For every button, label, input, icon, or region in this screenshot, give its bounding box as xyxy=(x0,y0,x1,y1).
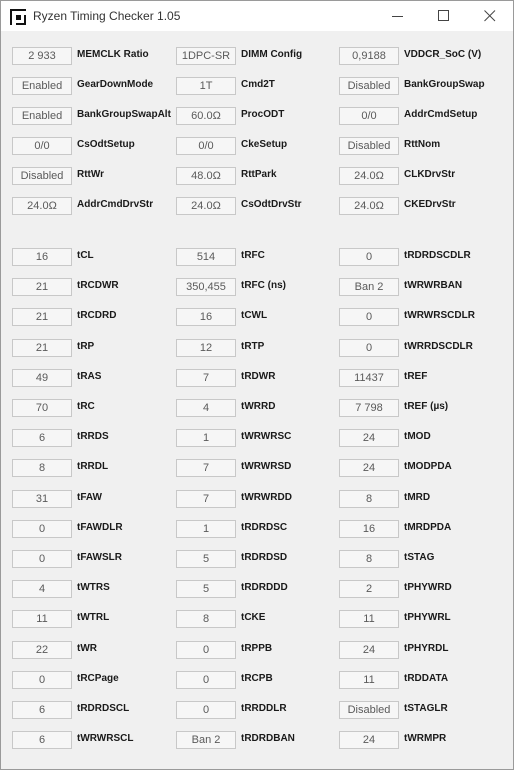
timing-value-field[interactable]: 11 xyxy=(339,671,399,689)
timing-value-field[interactable]: 24.0Ω xyxy=(339,197,399,215)
timing-value-field[interactable]: 21 xyxy=(12,339,72,357)
timing-label: tMRDPDA xyxy=(404,521,452,533)
maximize-button[interactable] xyxy=(421,1,467,31)
timing-value-field[interactable]: Enabled xyxy=(12,107,72,125)
timing-row xyxy=(1,490,513,510)
timing-value-field[interactable]: 48.0Ω xyxy=(176,167,236,185)
timing-value-field[interactable]: 1 xyxy=(176,520,236,538)
timing-label: tRRDDLR xyxy=(241,703,287,714)
timing-label: GearDownMode xyxy=(77,79,154,90)
timing-label: tRCPage xyxy=(77,672,119,684)
timing-value-field[interactable]: 0 xyxy=(339,339,399,357)
timing-label: tWRWRSCDLR xyxy=(404,310,475,322)
timing-value-field[interactable]: 24 xyxy=(339,459,399,477)
timing-value-field[interactable]: 1DPC-SR xyxy=(176,47,236,65)
timing-value-field[interactable]: 8 xyxy=(12,459,72,477)
timing-value-field[interactable]: 21 xyxy=(12,278,72,296)
timing-label: RttWr xyxy=(77,169,105,180)
timing-value-field[interactable]: 0 xyxy=(12,520,72,538)
timing-value-field[interactable]: 6 xyxy=(12,701,72,719)
timing-label: CLKDrvStr xyxy=(404,169,456,180)
timing-label: tRAS xyxy=(77,370,102,382)
timing-value-field[interactable]: 11 xyxy=(12,610,72,628)
timing-row xyxy=(1,399,513,419)
timing-value-field[interactable]: 4 xyxy=(12,580,72,598)
timing-label: tWRWRSCL xyxy=(77,733,134,745)
timing-value-field[interactable]: 6 xyxy=(12,731,72,749)
timing-row xyxy=(1,520,513,540)
timing-row xyxy=(1,580,513,600)
timing-value-field[interactable]: Disabled xyxy=(339,701,399,719)
timing-value-field[interactable]: Ban 2 xyxy=(176,731,236,749)
timing-label: BankGroupSwap xyxy=(404,79,485,90)
timing-label: tRRDS xyxy=(77,431,109,443)
timing-label: CsOdtDrvStr xyxy=(241,199,302,210)
timing-label: tMOD xyxy=(404,431,431,443)
timing-value-field[interactable]: 24 xyxy=(339,429,399,447)
timing-label: AddrCmdSetup xyxy=(404,109,478,120)
timing-label: tRDDATA xyxy=(404,672,449,684)
timing-value-field[interactable]: 0 xyxy=(339,308,399,326)
timing-label: tWTRS xyxy=(77,582,110,594)
timing-label: tPHYRDL xyxy=(404,642,449,654)
timing-value-field[interactable]: Disabled xyxy=(339,77,399,95)
timing-value-field[interactable]: 4 xyxy=(176,399,236,417)
timing-row xyxy=(1,610,513,630)
timing-label: tMODPDA xyxy=(404,461,452,473)
timing-row xyxy=(1,308,513,328)
timing-label: VDDCR_SoC (V) xyxy=(404,49,482,60)
timing-row xyxy=(1,137,513,157)
timing-label: RttNom xyxy=(404,139,441,150)
timing-label: ProcODT xyxy=(241,109,285,120)
timing-value-field[interactable]: 2 933 xyxy=(12,47,72,65)
timing-value-field[interactable]: 24.0Ω xyxy=(176,197,236,215)
timing-row xyxy=(1,641,513,661)
timing-value-field[interactable]: 514 xyxy=(176,248,236,266)
timing-row xyxy=(1,429,513,449)
timing-value-field[interactable]: 0 xyxy=(12,671,72,689)
timing-label: tRC xyxy=(77,401,95,412)
timing-label: tREF (µs) xyxy=(404,401,449,412)
timing-value-field[interactable]: 7 xyxy=(176,369,236,387)
timing-label: tPHYWRD xyxy=(404,582,452,594)
timing-value-field[interactable]: 0 xyxy=(176,671,236,689)
timing-value-field[interactable]: 49 xyxy=(12,369,72,387)
timing-value-field[interactable]: 8 xyxy=(176,610,236,628)
timing-label: MEMCLK Ratio xyxy=(77,49,149,60)
timing-label: tFAW xyxy=(77,491,102,503)
minimize-icon xyxy=(392,10,404,22)
timing-value-field[interactable]: 70 xyxy=(12,399,72,417)
timing-value-field[interactable]: 0 xyxy=(12,550,72,568)
timing-value-field[interactable]: 24 xyxy=(339,641,399,659)
timing-value-field[interactable]: Ban 2 xyxy=(339,278,399,296)
timing-label: tCL xyxy=(77,250,94,261)
timing-label: tRPPB xyxy=(241,642,273,654)
timing-label: tWRMPR xyxy=(404,733,447,745)
timing-label: tWRRD xyxy=(241,401,276,412)
timings-panel xyxy=(1,31,513,769)
timing-label: tREF xyxy=(404,370,428,382)
timing-label: tSTAGLR xyxy=(404,703,448,714)
timing-value-field[interactable]: 31 xyxy=(12,490,72,508)
timing-label: tRCDWR xyxy=(77,280,119,292)
timing-label: tWRWRSD xyxy=(241,461,292,473)
timing-label: tMRD xyxy=(404,491,431,503)
timing-value-field[interactable]: 7 xyxy=(176,490,236,508)
timing-value-field[interactable]: 16 xyxy=(339,520,399,538)
timing-row xyxy=(1,197,513,217)
timing-label: tRDRDDD xyxy=(241,582,288,594)
app-logo-icon xyxy=(10,9,26,25)
timing-row xyxy=(1,731,513,751)
timing-label: tWRRDSCDLR xyxy=(404,340,473,352)
timing-label: tRTP xyxy=(241,340,265,352)
timing-value-field[interactable]: 0,9188 xyxy=(339,47,399,65)
timing-label: tRP xyxy=(77,340,95,352)
timing-row xyxy=(1,701,513,721)
timing-value-field[interactable]: 16 xyxy=(12,248,72,266)
timing-label: tRCPB xyxy=(241,672,273,684)
timing-value-field[interactable]: 350,455 xyxy=(176,278,236,296)
timing-label: tWRWRBAN xyxy=(404,280,463,292)
timing-value-field[interactable]: 7 xyxy=(176,459,236,477)
timing-row xyxy=(1,459,513,479)
timing-row xyxy=(1,77,513,97)
timing-label: tWRWRSC xyxy=(241,431,292,443)
timing-value-field[interactable]: 0/0 xyxy=(339,107,399,125)
timing-label: CKEDrvStr xyxy=(404,199,456,210)
timing-label: Cmd2T xyxy=(241,79,275,90)
timing-value-field[interactable]: 60.0Ω xyxy=(176,107,236,125)
timing-value-field[interactable]: 24.0Ω xyxy=(339,167,399,185)
timing-value-field[interactable]: Enabled xyxy=(12,77,72,95)
timing-value-field[interactable]: 22 xyxy=(12,641,72,659)
timing-value-field[interactable]: 1 xyxy=(176,429,236,447)
timing-label: RttPark xyxy=(241,169,277,180)
timing-label: AddrCmdDrvStr xyxy=(77,199,154,210)
timing-label: BankGroupSwapAlt xyxy=(77,109,171,120)
timing-label: tRFC (ns) xyxy=(241,280,286,292)
timing-label: tRRDL xyxy=(77,461,109,473)
timing-value-field[interactable]: 24.0Ω xyxy=(12,197,72,215)
timing-label: tWR xyxy=(77,642,97,654)
timing-value-field[interactable]: 2 xyxy=(339,580,399,598)
timing-label: tRCDRD xyxy=(77,310,117,322)
timing-label: tRDRDSC xyxy=(241,521,288,533)
maximize-icon xyxy=(438,10,450,22)
timing-value-field[interactable]: 5 xyxy=(176,580,236,598)
timing-label: tRDWR xyxy=(241,370,276,382)
timing-value-field[interactable]: Disabled xyxy=(12,167,72,185)
window-title: Ryzen Timing Checker 1.05 xyxy=(33,9,181,23)
timing-label: CsOdtSetup xyxy=(77,139,135,150)
timing-label: tRDRDSD xyxy=(241,552,288,563)
timing-label: tPHYWRL xyxy=(404,612,451,624)
timing-row xyxy=(1,550,513,570)
timing-label: tRDRDBAN xyxy=(241,733,295,745)
timing-label: tSTAG xyxy=(404,552,435,563)
timing-row xyxy=(1,107,513,127)
timing-label: tRDRDSCL xyxy=(77,703,130,714)
timing-value-field[interactable]: 0 xyxy=(176,701,236,719)
timing-value-field[interactable]: 5 xyxy=(176,550,236,568)
timing-label: tCWL xyxy=(241,310,268,322)
minimize-button[interactable] xyxy=(375,1,421,31)
timing-value-field[interactable]: 8 xyxy=(339,550,399,568)
timing-value-field[interactable]: 16 xyxy=(176,308,236,326)
timing-value-field[interactable]: 11437 xyxy=(339,369,399,387)
timing-label: tWRWRDD xyxy=(241,491,292,503)
close-button[interactable] xyxy=(467,1,513,31)
timing-value-field[interactable]: 8 xyxy=(339,490,399,508)
timing-value-field[interactable]: 24 xyxy=(339,731,399,749)
timing-value-field[interactable]: 12 xyxy=(176,339,236,357)
timing-label: tFAWSLR xyxy=(77,552,122,563)
timing-row xyxy=(1,369,513,389)
timing-label: tRFC xyxy=(241,250,265,261)
timing-row xyxy=(1,339,513,359)
timing-row xyxy=(1,278,513,298)
timing-row xyxy=(1,248,513,268)
timing-value-field[interactable]: 0/0 xyxy=(12,137,72,155)
timing-value-field[interactable]: 0 xyxy=(176,641,236,659)
timing-label: tFAWDLR xyxy=(77,521,123,533)
timing-value-field[interactable]: 0/0 xyxy=(176,137,236,155)
timing-row xyxy=(1,47,513,67)
timing-value-field[interactable]: 0 xyxy=(339,248,399,266)
timing-label: tWTRL xyxy=(77,612,110,624)
timing-value-field[interactable]: 1T xyxy=(176,77,236,95)
timing-value-field[interactable]: 11 xyxy=(339,610,399,628)
timing-value-field[interactable]: 21 xyxy=(12,308,72,326)
timing-label: CkeSetup xyxy=(241,139,288,150)
close-icon xyxy=(484,10,496,22)
timing-label: DIMM Config xyxy=(241,49,303,60)
timing-value-field[interactable]: 7 798 xyxy=(339,399,399,417)
timing-value-field[interactable]: Disabled xyxy=(339,137,399,155)
title-bar[interactable] xyxy=(1,1,513,31)
timing-row xyxy=(1,167,513,187)
timing-label: tRDRDSCDLR xyxy=(404,250,471,261)
timing-row xyxy=(1,671,513,691)
timing-label: tCKE xyxy=(241,612,266,624)
timing-value-field[interactable]: 6 xyxy=(12,429,72,447)
